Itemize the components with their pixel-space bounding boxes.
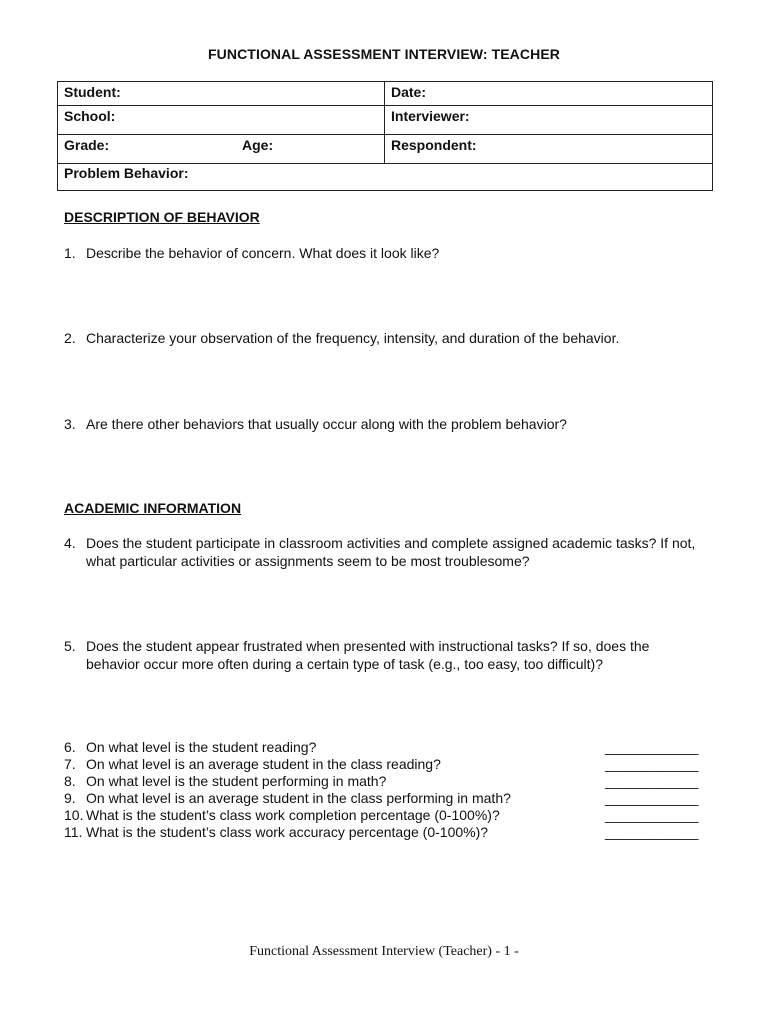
page-title: FUNCTIONAL ASSESSMENT INTERVIEW: TEACHER [208, 46, 560, 62]
question-number: 10. [64, 807, 84, 823]
answer-blank[interactable]: ____________ [605, 739, 699, 755]
table-row-divider [58, 163, 712, 164]
short-question-item [64, 756, 704, 773]
section-heading-academic: ACADEMIC INFORMATION [64, 500, 242, 516]
question-text: On what level is an average student in the class reading? [86, 756, 441, 772]
question-text: What is the student’s class work completion percentage (0-100%)? [86, 807, 500, 823]
answer-blank[interactable]: ____________ [605, 807, 699, 823]
question-number: 7. [64, 756, 76, 772]
question-item [64, 329, 704, 347]
question-number: 4. [64, 535, 76, 551]
question-number: 2. [64, 330, 76, 346]
question-item [64, 415, 704, 433]
date-label: Date: [391, 84, 427, 100]
question-text: On what level is an average student in the class performing in math? [86, 790, 511, 806]
short-question-item [64, 807, 704, 824]
question-text: What is the student’s class work accuracy percentage (0-100%)? [86, 824, 489, 840]
question-number: 5. [64, 638, 76, 654]
question-text: On what level is the student reading? [86, 739, 317, 755]
question-text: Does the student participate in classroom activities and complete assigned academic tasks? If not, what particular activities or assignments seem to be most troublesome? [86, 535, 696, 569]
question-number: 11. [64, 824, 83, 840]
grade-label: Grade: [64, 137, 110, 153]
table-column-divider [384, 82, 385, 163]
question-item [64, 637, 704, 673]
question-number: 1. [64, 245, 76, 261]
problem-behavior-label: Problem Behavior: [64, 165, 189, 181]
question-text: On what level is the student performing in math? [86, 773, 387, 789]
short-question-item [64, 773, 704, 790]
student-label: Student: [64, 84, 121, 100]
short-question-item [64, 739, 704, 756]
question-number: 3. [64, 416, 76, 432]
student-info-table [57, 81, 713, 191]
section-heading-behavior: DESCRIPTION OF BEHAVIOR [64, 209, 260, 225]
answer-blank[interactable]: ____________ [605, 756, 699, 772]
question-number: 8. [64, 773, 76, 789]
answer-blank[interactable]: ____________ [605, 824, 699, 840]
question-number: 9. [64, 790, 76, 806]
answer-blank[interactable]: ____________ [605, 773, 699, 789]
respondent-label: Respondent: [391, 137, 477, 153]
table-row-divider [58, 105, 712, 106]
school-label: School: [64, 108, 116, 124]
question-item [64, 244, 704, 262]
question-text: Are there other behaviors that usually occur along with the problem behavior? [86, 416, 567, 432]
question-number: 6. [64, 739, 76, 755]
answer-blank[interactable]: ____________ [605, 790, 699, 806]
short-question-item [64, 824, 704, 841]
interviewer-label: Interviewer: [391, 108, 470, 124]
question-text: Describe the behavior of concern. What does it look like? [86, 245, 440, 261]
age-label: Age: [242, 137, 274, 153]
short-question-item [64, 790, 704, 807]
question-text: Does the student appear frustrated when presented with instructional tasks? If so, does the behavior occur more often during a certain type of task (e.g., too easy, too difficult)? [86, 638, 650, 672]
table-row-divider [58, 134, 712, 135]
question-text: Characterize your observation of the frequency, intensity, and duration of the behavior. [86, 330, 620, 346]
question-item [64, 534, 704, 570]
page-footer: Functional Assessment Interview (Teacher) - 1 - [249, 944, 519, 959]
